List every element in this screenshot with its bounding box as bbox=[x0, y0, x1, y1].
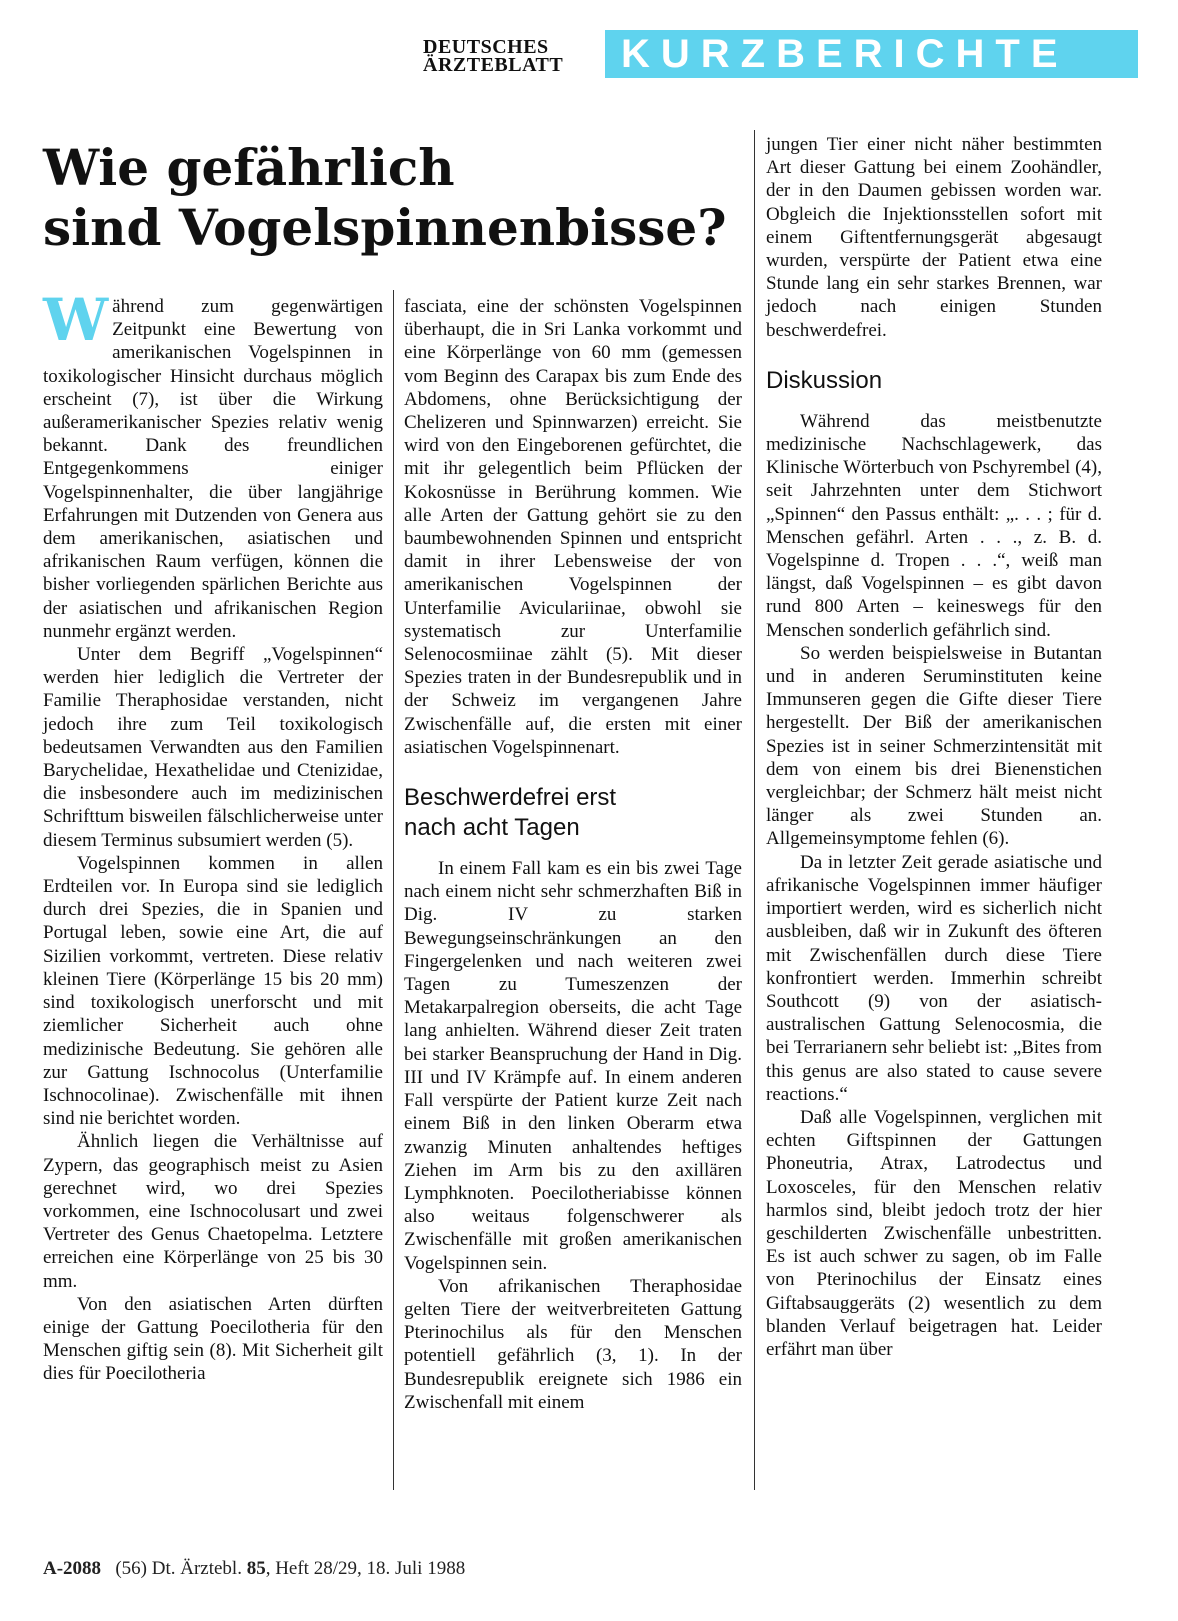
drop-cap: W bbox=[43, 286, 109, 354]
column-divider bbox=[393, 290, 394, 1490]
page-footer bbox=[43, 1558, 743, 1580]
journal-logo bbox=[423, 38, 593, 74]
section-heading: Diskussion bbox=[766, 366, 883, 394]
paragraph: Von den asiatischen Arten dürften einige der Gattung Poecilotheria für den Menschen giftig sein (8). Mit Sicherheit gilt dies für Poecilotheria bbox=[43, 1293, 383, 1385]
paragraph: Ähnlich liegen die Verhältnisse auf Zypern, das geographisch meist zu Asien gerechnet wird, wo drei Spezies vorkommen, eine Ischnocolusart und zwei Vertreter des Genus Chaetopelma. Letztere erreichen eine Körperlänge von 25 bis 30 mm. bbox=[43, 1131, 383, 1292]
volume-number: 85 bbox=[246, 1558, 266, 1579]
paragraph: Während das meistbenutzte medizinische Nachschlagewerk, das Klinische Wörterbuch von Pschyrembel (4), seit Jahrzehnten unter dem Stichwort „Spinnen“ den Passus enthält: „. . . ; für d. Menschen gefährl. Arten . . ., z. B. d. Vogelspinne d. Tropen . . .“, weiß man längst, daß Vogelspinnen – es gibt davon rund 800 Arten – keineswegs für den Menschen sonderlich gefährlich sind. bbox=[766, 410, 1102, 641]
column-divider bbox=[754, 130, 755, 1490]
page-number: A-2088 bbox=[43, 1558, 102, 1579]
text-column-3 bbox=[766, 133, 1102, 1495]
article-title bbox=[43, 138, 743, 258]
text-column-1 bbox=[43, 286, 383, 1495]
paragraph bbox=[43, 286, 383, 643]
citation-prefix: (56) Dt. Ärztebl. bbox=[115, 1558, 242, 1579]
paragraph: So werden beispielsweise in Butantan und in anderen Seruminstituten keine Immunseren gegen die Gifte dieser Tiere hergestellt. Der Biß der amerikanischen Spezies ist in seiner Schmerzintensität mit dem von einem bis drei Bienenstichen vergleichbar; der Schmerz hält meist nicht länger als zwei Stunden an. Allgemeinsymptome fehlen (6). bbox=[766, 642, 1102, 850]
section-banner: KURZBERICHTE bbox=[605, 30, 1138, 78]
citation-suffix: , Heft 28/29, 18. Juli 1988 bbox=[265, 1558, 466, 1579]
logo-line-2: ÄRZTEBLATT bbox=[423, 54, 564, 76]
title-line-2: sind Vogelspinnenbisse? bbox=[43, 198, 727, 257]
heading-line-1: Beschwerdefrei erst bbox=[404, 784, 617, 812]
masthead bbox=[423, 30, 1138, 78]
text-column-2 bbox=[404, 295, 742, 1495]
heading-line-2: nach acht Tagen bbox=[404, 814, 580, 842]
paragraph: Vogelspinnen kommen in allen Erdteilen vor. In Europa sind sie lediglich durch drei Spezies, die in Spanien und Portugal leben, sowie eine Art, die auf Sizilien vorkommt, vertreten. Diese relativ kleinen Tiere (Körperlänge 15 bis 20 mm) sind toxikologisch unerforscht und mit ziemlicher Sicherheit auch ohne medizinische Bedeutung. Sie gehören alle zur Gattung Ischnocolus (Unterfamilie Ischnocolinae). Zwischenfälle mit ihnen sind nie berichtet worden. bbox=[43, 852, 383, 1130]
paragraph: jungen Tier einer nicht näher bestimmten Art dieser Gattung bei einem Zoohändler, der in den Daumen gebissen worden war. Obgleich die Injektionsstellen sofort mit einem Giftentfernungsgerät abgesaugt wurden, verspürte der Patient etwa eine Stunde lang ein sehr starkes Brennen, war jedoch nach einigen Stunden beschwerdefrei. bbox=[766, 134, 1102, 341]
paragraph: Von afrikanischen Theraphosidae gelten Tiere der weitverbreiteten Gattung Pterinochilus als für den Menschen potentiell gefährlich (3, 1). In der Bundesrepublik ereignete sich 1986 ein Zwischenfall mit einem bbox=[404, 1275, 742, 1413]
paragraph: In einem Fall kam es ein bis zwei Tage nach einem nicht sehr schmerzhaften Biß in Dig. IV zu starken Bewegungseinschränkungen an den Fingergelenken und nach weiteren zwei Tagen zu Tumeszenzen der Metakarpalregion oberseits, die acht Tage lang anhielten. Während dieser Zeit traten bei starker Beanspruchung der Hand in Dig. III und IV Krämpfe auf. In einem anderen Fall verspürte der Patient kurze Zeit nach einem Biß in den linken Oberarm etwa zwanzig Minuten anhaltendes heftiges Ziehen im Arm bis zu den axillären Lymphknoten. Poecilotheriabisse können also weitaus folgenschwerer als Zwischenfälle mit großen amerikanischen Vogelspinnen sein. bbox=[404, 858, 742, 1274]
paragraph: fasciata, eine der schönsten Vogelspinnen überhaupt, die in Sri Lanka vorkommt und eine Körperlänge von 60 mm (gemessen vom Beginn des Carapax bis zum Ende des Abdomens, ohne Berücksichtigung der Chelizeren und Spinnwarzen) erreicht. Sie wird von den Eingeborenen gefürchtet, die mit ihr gelegentlich beim Pflücken der Kokosnüsse in Berührung kommen. Wie alle Arten der Gattung gehört sie zu den baumbewohnenden Spinnen und entspricht damit in ihrer Lebensweise der von amerikanischen Vogelspinnen der Unterfamilie Aviculariinae, obwohl sie systematisch zur Unterfamilie Selenocosmiinae zählt (5). Mit dieser Spezies traten in der Bundesrepublik und in der Schweiz im vergangenen Jahre Zwischenfälle auf, die ersten mit einer asiatischen Vogelspinnenart. bbox=[404, 296, 742, 758]
section-heading bbox=[404, 783, 742, 843]
paragraph: Da in letzter Zeit gerade asiatische und afrikanische Vogelspinnen immer häufiger importiert werden, wird es sicherlich nicht ausbleiben, daß wir in Zukunft des öfteren mit Zwischenfällen durch diese Tiere konfrontiert werden. Immerhin schreibt Southcott (9) von der asiatisch-australischen Gattung Selenocosmia, die bei Terrarianern sehr beliebt ist: „Bites from this genus are also stated to cause severe reactions.“ bbox=[766, 851, 1102, 1105]
paragraph-text: ährend zum gegenwärtigen Zeitpunkt eine Bewertung von amerikanischen Vogelspinnen in toxikologischer Hinsicht durchaus möglich erscheint (7), ist über die Wirkung außeramerikanischer Spezies relativ wenig bekannt. Dank des freundlichen Entgegenkommens einiger Vogelspinnenhalter, die über langjährige Erfahrungen mit Dutzenden von Genera aus dem amerikanischen, asiatischen und afrikanischen Raum verfügen, können die bisher vorliegenden spärlichen Berichte aus der asiatischen und afrikanischen Region nunmehr ergänzt werden. bbox=[43, 296, 383, 642]
logo-line-1: DEUTSCHES bbox=[423, 36, 549, 58]
paragraph: Daß alle Vogelspinnen, verglichen mit echten Giftspinnen der Gattungen Phoneutria, Atrax, Latrodectus und Loxosceles, für den Menschen relativ harmlos sind, bleibt jedoch trotz der hier geschilderten Zwischenfälle unbestritten. Es ist auch schwer zu sagen, ob im Falle von Pterinochilus der Einsatz eines Giftabsauggeräts (2) wesentlich zu dem blanden Verlauf beigetragen hat. Leider erfährt man über bbox=[766, 1106, 1102, 1360]
title-line-1: Wie gefährlich bbox=[43, 138, 455, 197]
paragraph: Unter dem Begriff „Vogelspinnen“ werden hier lediglich die Vertreter der Familie Theraphosidae verstanden, nicht jedoch ihre zum Teil toxikologisch bedeutsamen Verwandten aus den Familien Barychelidae, Hexathelidae und Ctenizidae, die insbesondere auch im medizinischen Schrifttum bisweilen fälschlicherweise unter diesem Terminus subsumiert werden (5). bbox=[43, 644, 383, 851]
